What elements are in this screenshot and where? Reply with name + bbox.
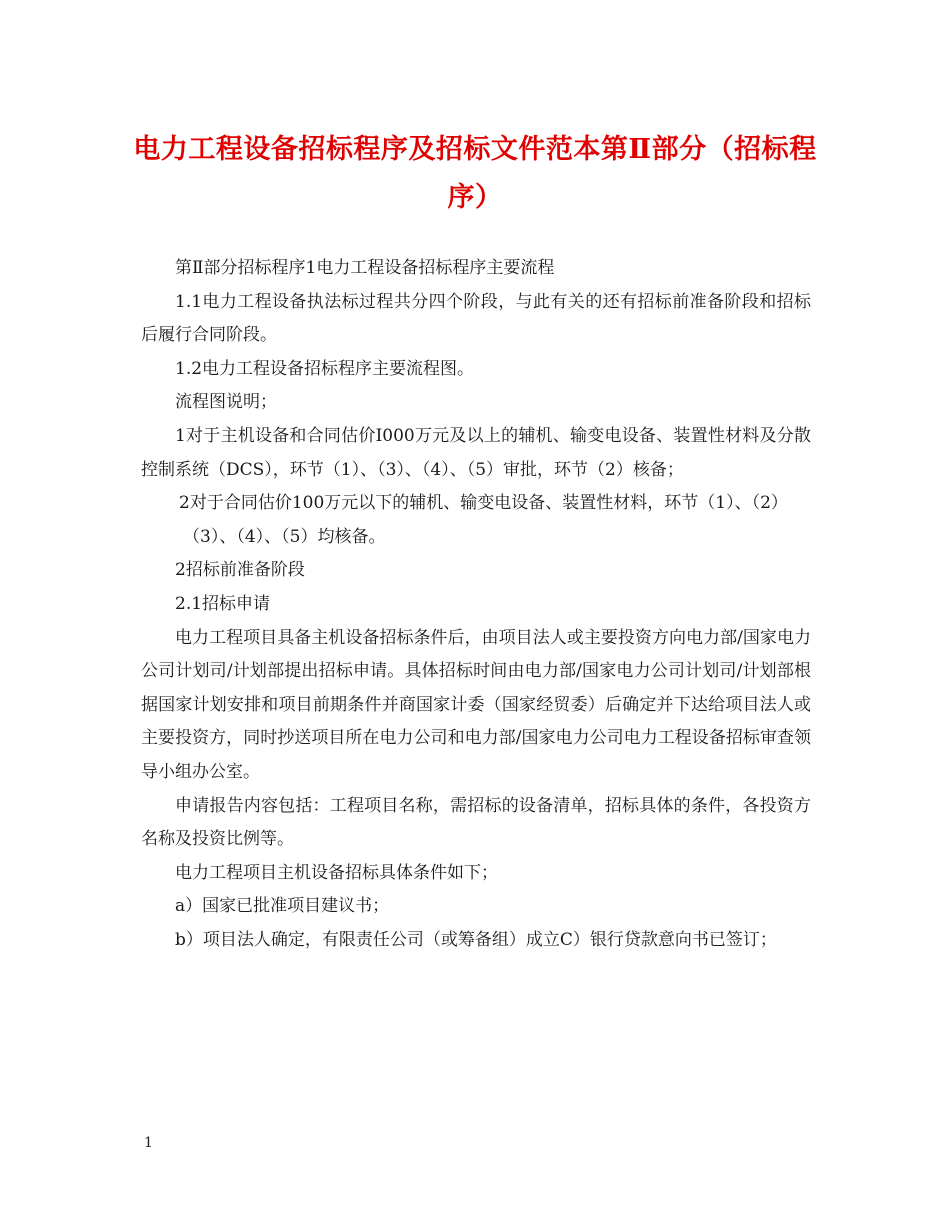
paragraph-1-2: 1.2电力工程设备招标程序主要流程图。 xyxy=(175,358,475,379)
paragraph-note-2: 2对于合同估价100万元以下的辅机、输变电设备、装置性材料，环节（1）、（2） xyxy=(179,493,788,514)
paragraph-report-contents: 申请报告内容包括：工程项目名称，需招标的设备清单，招标具体的条件，各投资方名称及投资比例等。 xyxy=(141,795,811,850)
paragraph-note-2-continued: （3）、（4）、（5）均核备。 xyxy=(183,526,386,547)
paragraph-section-heading: 第Ⅱ部分招标程序1电力工程设备招标程序主要流程 xyxy=(175,258,555,278)
paragraph-application: 电力工程项目具备主机设备招标条件后，由项目法人或主要投资方向电力部/国家电力公司计划司/计划部提出招标申请。具体招标时间由电力部/国家电力公司计划司/计划部根据国家计划安排和项目前期条件并商国家计委（国家经贸委）后确定并下达给项目法人或主要投资方，同时抄送项目所在电力公司和电力部/国家电力公司电力工程设备招标审查领导小组办公室。 xyxy=(141,627,811,782)
paragraph-1-1: 1.1电力工程设备执法标过程共分四个阶段，与此有关的还有招标前准备阶段和招标后履行合同阶段。 xyxy=(141,291,811,346)
list-item-b: b）项目法人确定，有限责任公司（或筹备组）成立C）银行贷款意向书已签订； xyxy=(175,929,777,950)
list-item-a: a）国家已批准项目建议书； xyxy=(175,896,390,917)
paragraph-note-1: 1对于主机设备和合同估价I000万元及以上的辅机、输变电设备、装置性材料及分散控制系统（DCS），环节（1）、（3）、（4）、（5）审批，环节（2）核备； xyxy=(141,425,811,480)
paragraph-flowchart-note: 流程图说明； xyxy=(175,392,277,413)
paragraph-conditions-intro: 电力工程项目主机设备招标具体条件如下； xyxy=(175,862,498,883)
page-number: 1 xyxy=(144,1135,153,1151)
heading-section-2: 2招标前准备阶段 xyxy=(175,560,305,581)
heading-section-2-1: 2.1招标申请 xyxy=(175,593,271,614)
document-title: 电力工程设备招标程序及招标文件范本第Ⅱ部分（招标程序） xyxy=(133,134,817,213)
document-body xyxy=(141,252,811,957)
